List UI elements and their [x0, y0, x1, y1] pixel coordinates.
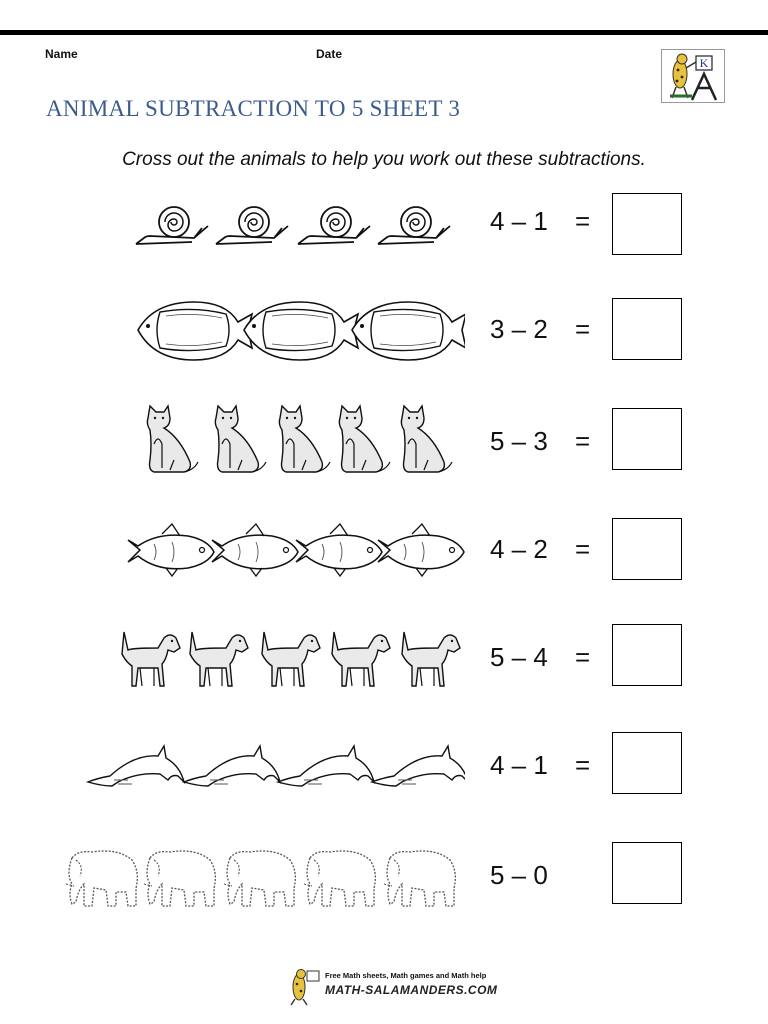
salamander-logo — [661, 49, 725, 103]
instructions: Cross out the animals to help you work out these subtractions. — [122, 149, 646, 170]
salamander-teacher-icon — [662, 50, 724, 102]
dog-icons — [60, 622, 465, 692]
animal-group-dogs — [60, 622, 465, 692]
snail-icons — [60, 192, 465, 262]
animal-group-dolphins — [60, 730, 465, 800]
name-label: Name — [45, 47, 78, 61]
equals-sign: = — [575, 426, 591, 456]
problem-expression: 5 – 3 — [490, 426, 548, 456]
problem-expression: 5 – 0 — [490, 860, 548, 890]
footer-logo — [283, 967, 498, 1007]
answer-box[interactable] — [612, 624, 682, 686]
tropical-fish-icons — [60, 294, 465, 364]
cat-icons — [60, 402, 465, 476]
animal-group-elephants — [60, 840, 465, 910]
answer-box[interactable] — [612, 408, 682, 470]
problem-row — [0, 840, 768, 910]
answer-box[interactable] — [612, 732, 682, 794]
problem-expression: 3 – 2 — [490, 314, 548, 344]
answer-box[interactable] — [612, 193, 682, 255]
equals-sign: = — [575, 534, 591, 564]
equals-sign: = — [575, 206, 591, 236]
animal-group-tropical-fish — [60, 294, 465, 364]
animal-group-snails — [60, 192, 465, 262]
animal-group-cats — [60, 402, 465, 472]
logo-letter: K — [699, 56, 709, 70]
problem-expression: 5 – 4 — [490, 642, 548, 672]
problem-row — [0, 402, 768, 472]
problem-row — [0, 730, 768, 800]
answer-box[interactable] — [612, 518, 682, 580]
problem-row — [0, 622, 768, 692]
dolphin-icons — [60, 730, 465, 800]
problem-row — [0, 192, 768, 262]
answer-box[interactable] — [612, 298, 682, 360]
fish-icons — [60, 516, 465, 586]
equals-sign: = — [575, 314, 591, 344]
problem-expression: 4 – 1 — [490, 750, 548, 780]
date-label: Date — [316, 47, 343, 61]
page-title: ANIMAL SUBTRACTION TO 5 SHEET 3 — [46, 96, 461, 121]
animal-group-fish — [60, 516, 465, 586]
top-rule — [0, 30, 768, 35]
equals-sign: = — [575, 642, 591, 672]
problem-expression: 4 – 1 — [490, 206, 548, 236]
footer-tagline: Free Math sheets, Math games and Math help — [325, 971, 487, 980]
salamander-icon — [283, 967, 323, 1007]
problem-row — [0, 516, 768, 586]
footer-site: MATH-SALAMANDERS.COM — [325, 983, 498, 997]
answer-box[interactable] — [612, 842, 682, 904]
problem-row — [0, 294, 768, 364]
problem-expression: 4 – 2 — [490, 534, 548, 564]
equals-sign: = — [575, 750, 591, 780]
elephant-icons — [60, 840, 465, 914]
